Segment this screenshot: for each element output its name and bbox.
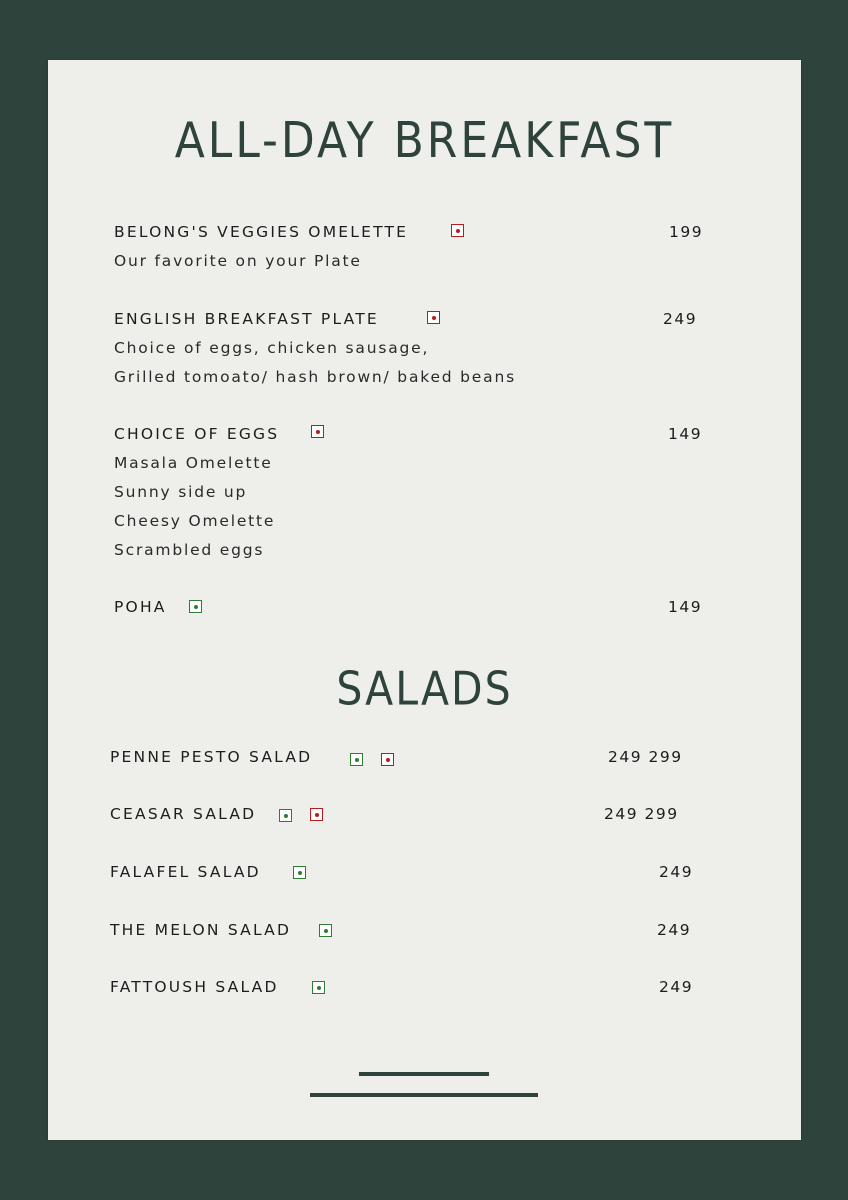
veg-mark-icon (350, 753, 363, 766)
item-name: THE MELON SALAD (110, 921, 292, 939)
item-price: 249 299 (604, 805, 679, 823)
divider-short (359, 1072, 489, 1076)
item-price: 249 (659, 978, 694, 996)
veg-mark-icon (279, 809, 292, 822)
veg-mark-icon (293, 866, 306, 879)
item-name: FALAFEL SALAD (110, 863, 261, 881)
non-veg-mark-icon (451, 224, 464, 237)
item-price: 249 (657, 921, 692, 939)
item-name: CHOICE OF EGGS (114, 425, 280, 443)
item-name: POHA (114, 598, 167, 616)
breakfast-title: ALL-DAY BREAKFAST (174, 112, 675, 170)
veg-mark-icon (189, 600, 202, 613)
salads-title: SALADS (336, 662, 513, 716)
divider-long (310, 1093, 538, 1097)
item-name: BELONG'S VEGGIES OMELETTE (114, 223, 409, 241)
item-price: 149 (668, 598, 703, 616)
item-price: 149 (668, 425, 703, 443)
item-price: 249 (663, 310, 698, 328)
item-price: 249 299 (608, 748, 683, 766)
item-description: Choice of eggs, chicken sausage, (114, 339, 430, 357)
item-name: ENGLISH BREAKFAST PLATE (114, 310, 379, 328)
non-veg-mark-icon (427, 311, 440, 324)
non-veg-mark-icon (311, 425, 324, 438)
item-price: 199 (669, 223, 704, 241)
item-description: Grilled tomoato/ hash brown/ baked beans (114, 368, 516, 386)
item-description: Sunny side up (114, 483, 248, 501)
item-description: Scrambled eggs (114, 541, 265, 559)
item-name: CEASAR SALAD (110, 805, 257, 823)
item-description: Our favorite on your Plate (114, 252, 362, 270)
item-description: Masala Omelette (114, 454, 273, 472)
non-veg-mark-icon (310, 808, 323, 821)
veg-mark-icon (319, 924, 332, 937)
item-name: PENNE PESTO SALAD (110, 748, 313, 766)
item-name: FATTOUSH SALAD (110, 978, 279, 996)
veg-mark-icon (312, 981, 325, 994)
item-description: Cheesy Omelette (114, 512, 276, 530)
non-veg-mark-icon (381, 753, 394, 766)
item-price: 249 (659, 863, 694, 881)
menu-page (48, 60, 801, 1140)
